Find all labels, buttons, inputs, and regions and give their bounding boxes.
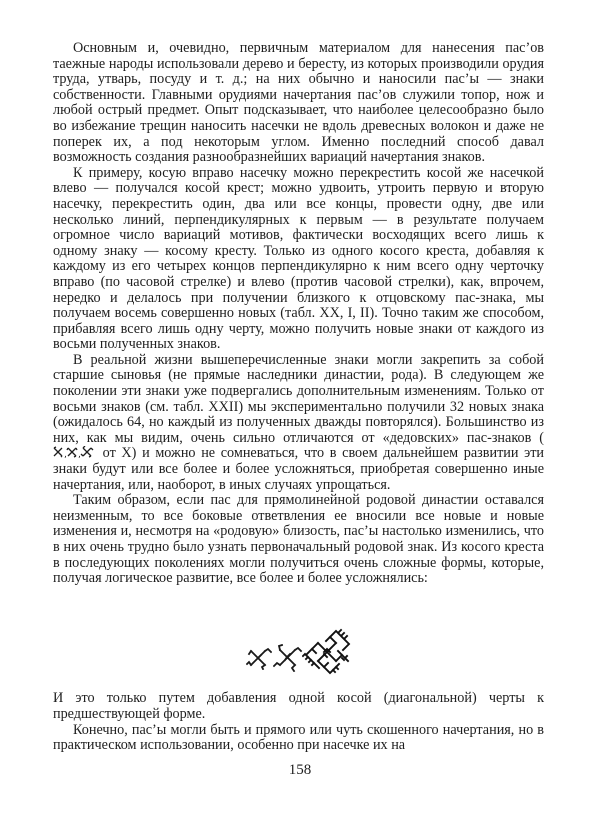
pas-sign-1-icon <box>246 646 272 670</box>
inline-sign-icons <box>53 446 97 458</box>
svg-text:,: , <box>78 450 82 459</box>
page-number: 158 <box>288 762 312 778</box>
pas-sign-figure <box>240 624 360 680</box>
paragraph-4: Таким образом, если пас для прямолинейной родовой династии оставался неизменным, то все боковые ответвления ее вносили все новые и новые изменения и, несмотря на «родовую» близость, пас’ы настолько изменились, что в них очень трудно было узнать первоначальный родовой знак. Из косого креста в последующих поколениях могли получиться очень сложные формы, которые, получая логическое развитие, все более и более усложнялись: <box>53 492 544 587</box>
paragraph-3-text: В реальной жизни вышеперечисленные знаки могли закрепить за собой старшие сыновья (не прямые наследники династии, рода). В следующем же поколении эти знаки уже подвергались дополнительным изменениям. Только от восьми знаков (см. табл. XXII) мы экспериментально получили 32 новых знака (ожидалось 64, но каждый из полученных дважды повторялся). Большинство из них, как мы видим, очень сильно отличаются от «дедовских» пас-знаков ( <box>53 351 544 446</box>
paragraph-2: К примеру, косую вправо насечку можно перекрестить косой же насечкой влево — получался косой крест; можно удвоить, утроить первую и вторую насечку, перекрестить один, два или все концы, провести одну, две или несколько линий, перпендикулярных к первым — в результате получаем огромное число вариаций мотивов, фактически восходящих всего лишь к одному знаку — косому кресту. Только из одного косого креста, добавляя к каждому из его четырех концов перпендикулярно к ним всего одну черточку вправо (по часовой стрелке) и влево (против часовой стрелки), как, впрочем, нередко и делалось при получении близкого к отцовскому пас-знака, мы получаем восемь совершенно новых (табл. XX, I, II). Точно таким же способом, прибавляя всего лишь одну черту, можно получить новые знаки от каждого из восьми полученных знаков. <box>53 164 544 353</box>
svg-text:,: , <box>64 450 68 459</box>
pas-sign-3-icon <box>302 628 352 678</box>
pas-sign-2-icon <box>273 644 303 672</box>
paragraph-3 <box>53 353 544 493</box>
paragraph-3-rest: от X) и можно не сомневаться, что в своем дальнейшем развитии эти знаки будут или все более и более усложняться, приобретая совершенно иные начертания, или, наоборот, в иных случаях упрощаться. <box>53 445 544 493</box>
paragraph-1: Основным и, очевидно, первичным материалом для нанесения пас’ов таежные народы использовали дерево и бересту, из которых производили орудия труда, утварь, посуду и т. д.; на них обычно и наносили пас’ы — знаки собственности. Главными орудиями начертания пас’ов служили топор, нож и любой острый предмет. Опыт подсказывает, что наиболее целесообразно было во избежание трещин наносить насечки не вдоль древесных волокон и даже не поперек их, а под некоторым углом. Именно последний способ давал возможность создания разнообразнейших вариаций начертания знаков. <box>53 40 544 166</box>
document-body <box>53 41 544 587</box>
document-body-continued <box>53 691 544 754</box>
inline-pas-signs <box>53 446 97 460</box>
paragraph-5: И это только путем добавления одной косой (диагональной) черты к предшествующей форме. <box>53 690 544 722</box>
paragraph-6: Конечно, пас’ы могли быть и прямого или чуть скошенного начертания, но в практическом использовании, особенно при насечке их на <box>53 721 544 754</box>
